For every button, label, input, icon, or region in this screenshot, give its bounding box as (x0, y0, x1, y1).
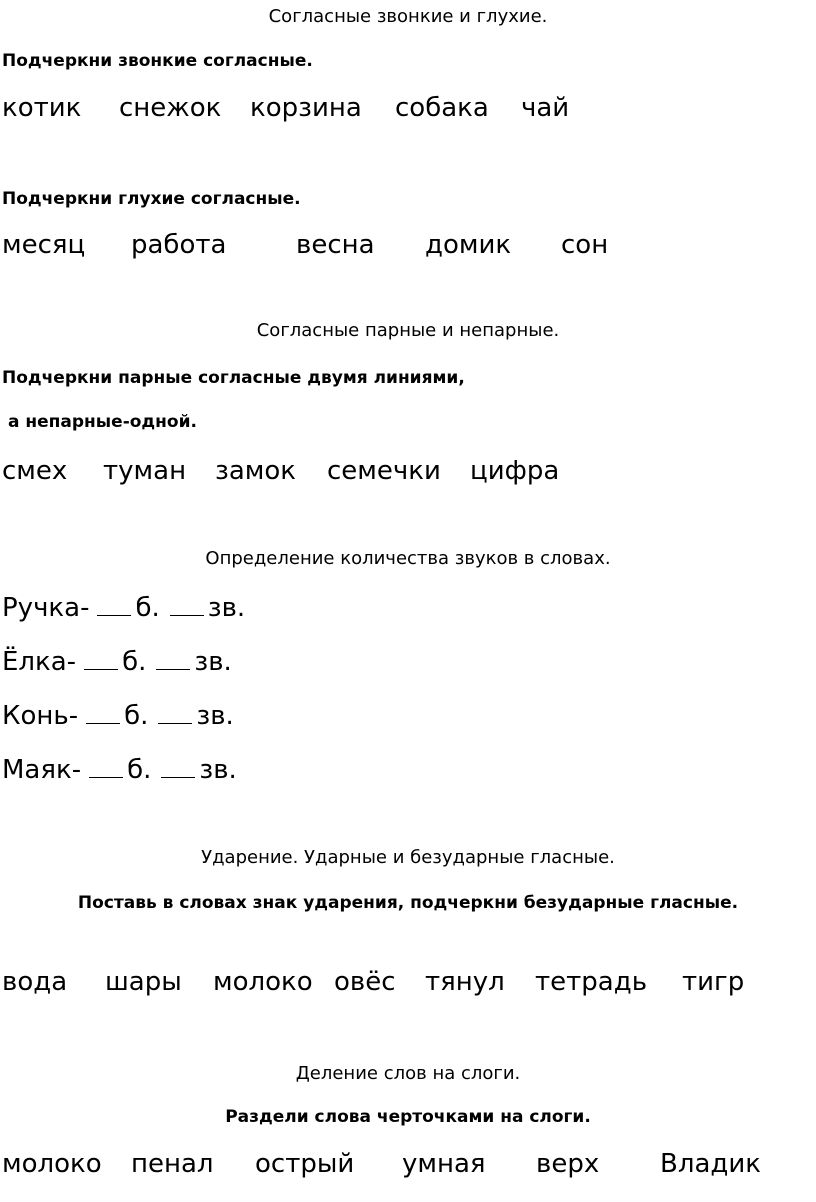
sounds-abbr: зв. (207, 593, 246, 623)
word: работа (131, 230, 227, 260)
sounds-abbr: зв. (196, 701, 234, 731)
word: семечки (327, 456, 441, 486)
section-title-sounds: Определение количества звуков в словах. (205, 548, 611, 569)
row-word: Ёлка- (2, 647, 77, 677)
instruction-stress: Поставь в словах знак ударения, подчеркни безударные гласные. (77, 893, 739, 913)
answer-blank[interactable] (158, 701, 192, 724)
section-title-syllables: Деление слов на слоги. (295, 1063, 521, 1084)
word: тигр (682, 967, 745, 997)
word: верх (536, 1149, 600, 1179)
instruction-paired-line1: Подчеркни парные согласные двумя линиями, (2, 368, 465, 388)
instruction-syllables: Раздели слова черточками на слоги. (225, 1107, 591, 1127)
sound-count-row (2, 700, 234, 732)
answer-blank[interactable] (170, 593, 204, 616)
letters-abbr: б. (124, 701, 149, 731)
instruction-underline-voiced: Подчеркни звонкие согласные. (2, 51, 313, 71)
word: снежок (119, 93, 222, 123)
word: тетрадь (535, 967, 648, 997)
section-title-stress: Ударение. Ударные и безударные гласные. (201, 847, 615, 868)
letters-abbr: б. (122, 647, 147, 677)
word: шары (105, 967, 182, 997)
word: замок (215, 456, 296, 486)
instruction-underline-voiceless: Подчеркни глухие согласные. (2, 189, 301, 209)
row-word: Ручка- (2, 593, 90, 623)
word: умная (402, 1149, 486, 1179)
sounds-abbr: зв. (194, 647, 232, 677)
letters-abbr: б. (127, 755, 152, 785)
row-word: Маяк- (2, 755, 82, 785)
word: чай (521, 93, 570, 123)
section-title-paired: Согласные парные и непарные. (256, 320, 560, 341)
word: корзина (250, 93, 362, 123)
word: сон (561, 230, 609, 260)
instruction-paired-line2: а непарные-одной. (8, 412, 197, 432)
word: тянул (425, 967, 505, 997)
word: острый (255, 1149, 355, 1179)
word: цифра (470, 456, 560, 486)
word: котик (2, 93, 82, 123)
word: весна (296, 230, 375, 260)
answer-blank[interactable] (84, 647, 118, 670)
word: туман (103, 456, 187, 486)
sounds-abbr: зв. (199, 755, 237, 785)
word: вода (2, 967, 68, 997)
row-word: Конь- (2, 701, 79, 731)
word: домик (425, 230, 512, 260)
answer-blank[interactable] (86, 701, 120, 724)
sound-count-row (2, 754, 237, 786)
section-title-voiced: Согласные звонкие и глухие. (268, 6, 548, 27)
word: пенал (131, 1149, 214, 1179)
word: смех (2, 456, 68, 486)
answer-blank[interactable] (156, 647, 190, 670)
sound-count-row (2, 646, 232, 678)
word: месяц (2, 230, 86, 260)
word: Владик (660, 1149, 761, 1179)
answer-blank[interactable] (161, 755, 195, 778)
word: молоко (2, 1149, 102, 1179)
word: молоко (213, 967, 313, 997)
answer-blank[interactable] (97, 593, 131, 616)
letters-abbr: б. (135, 593, 160, 623)
word: овёс (334, 967, 396, 997)
answer-blank[interactable] (89, 755, 123, 778)
sound-count-row (2, 592, 245, 624)
word: собака (395, 93, 489, 123)
